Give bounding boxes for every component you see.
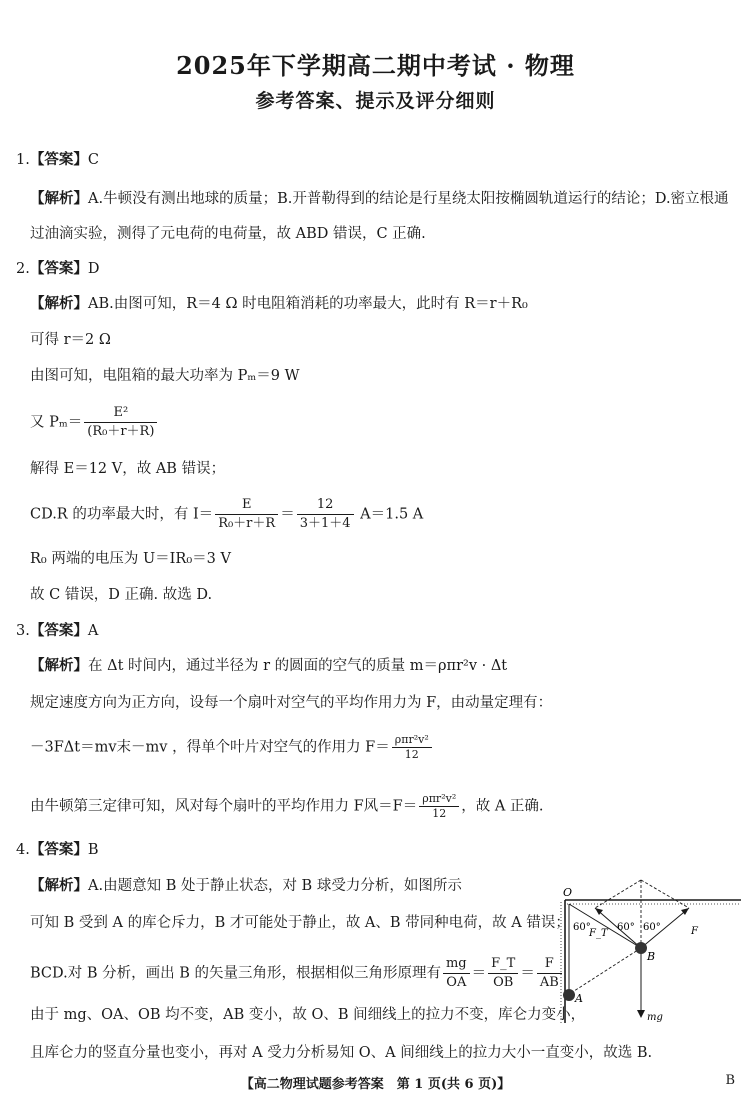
q3-explanation-line-3 bbox=[30, 733, 434, 762]
q4-ratio-2-num: F_T bbox=[488, 955, 518, 974]
q2-explanation-line-5: 解得 E＝12 V，故 AB 错误； bbox=[30, 461, 226, 477]
angle-mid-2: 60° bbox=[643, 922, 661, 933]
angle-mid-1: 60° bbox=[617, 922, 635, 933]
ball-B bbox=[635, 942, 647, 954]
gravity-arrowhead bbox=[637, 1010, 645, 1018]
page-footer: 【高二物理试题参考答案 第 1 页(共 6 页)】 bbox=[240, 1077, 511, 1092]
q4-explanation-text-1: A.由题意知 B 处于静止状态，对 B 球受力分析，如图所示 bbox=[88, 878, 462, 894]
q3-wind-suffix: ，故 A 正确. bbox=[461, 798, 544, 815]
q4-ratio-3-num: F bbox=[537, 955, 562, 974]
q2-explanation-line-1 bbox=[30, 294, 528, 314]
q2-current-equals: ＝ bbox=[280, 506, 295, 523]
q2-current-num-1: E bbox=[215, 496, 278, 515]
q3-wind-denominator: 12 bbox=[432, 807, 447, 820]
q1-explanation-text-1: A.牛顿没有测出地球的质量；B.开普勒得到的结论是行星绕太阳按椭圆轨道运行的结论；D.密立根通 bbox=[88, 191, 729, 207]
q3-explanation-line-1 bbox=[30, 656, 507, 676]
q4-ratio-1 bbox=[443, 955, 470, 992]
ball-A bbox=[563, 989, 575, 1001]
force-diagram bbox=[555, 878, 745, 1038]
q4-number: 4. bbox=[16, 842, 30, 858]
q2-current-den-2: 3＋1＋4 bbox=[299, 516, 351, 531]
q2-pm-denominator: (R₀＋r＋R) bbox=[87, 424, 155, 439]
q2-explanation-line-4 bbox=[30, 404, 159, 441]
q4-similar-prefix: BCD.对 B 分析，画出 B 的矢量三角形，根据相似三角形原理有 bbox=[30, 965, 441, 982]
q2-explanation-line-3: 由图可知，电阻箱的最大功率为 Pₘ＝9 W bbox=[30, 368, 300, 384]
q3-wind-numerator: ρπr²v² bbox=[419, 792, 459, 807]
q2-answer-value: D bbox=[87, 261, 100, 277]
label-O: O bbox=[563, 886, 573, 899]
q1-number: 1. bbox=[16, 152, 30, 168]
q4-explanation-line-1 bbox=[30, 876, 462, 896]
q2-pm-fraction bbox=[84, 404, 157, 441]
q4-ratio-1-den: OA bbox=[446, 975, 467, 990]
q2-number: 2. bbox=[16, 261, 30, 277]
q2-answer-label: 【答案】 bbox=[29, 260, 88, 277]
q3-explanation-text-1: 在 Δt 时间内，通过半径为 r 的圆面的空气的质量 m＝ρπr²v · Δt bbox=[88, 658, 508, 674]
q2-pm-prefix: 又 Pₘ＝ bbox=[30, 414, 83, 431]
q4-ratio-2-den: OB bbox=[493, 975, 514, 990]
q3-force-denominator: 12 bbox=[404, 748, 419, 761]
q3-force-numerator: ρπr²v² bbox=[392, 733, 432, 748]
label-mg: mg bbox=[647, 1012, 663, 1023]
q4-answer-value: B bbox=[87, 842, 99, 858]
q2-pm-numerator: E² bbox=[84, 404, 157, 423]
q4-explanation-line-4: 由于 mg、OA、OB 均不变，AB 变小，故 O、B 间细线上的拉力不变，库仑力变小， bbox=[30, 1007, 586, 1023]
q2-explanation-label: 【解析】 bbox=[30, 295, 88, 312]
angle-left: 60° bbox=[573, 922, 591, 933]
q3-explanation-line-2: 规定速度方向为正方向，设每一个扇叶对空气的平均作用力为 F，由动量定理有： bbox=[30, 695, 553, 711]
q3-force-prefix: －3FΔt＝mv末－mv ，得单个叶片对空气的作用力 F＝ bbox=[30, 739, 390, 756]
q2-current-den-1: R₀＋r＋R bbox=[218, 516, 276, 531]
q3-wind-fraction bbox=[419, 792, 459, 821]
q2-current-prefix: CD.R 的功率最大时，有 I＝ bbox=[30, 506, 214, 523]
q4-answer-label: 【答案】 bbox=[29, 841, 88, 858]
page-subtitle: 参考答案、提示及评分细则 bbox=[255, 90, 496, 112]
q2-explanation-line-6 bbox=[30, 496, 423, 533]
q2-current-fraction-1 bbox=[215, 496, 278, 533]
q2-explanation-line-8: 故 C 错误，D 正确. 故选 D. bbox=[30, 587, 213, 603]
q2-answer bbox=[16, 259, 99, 279]
q3-answer bbox=[16, 621, 98, 641]
q4-answer bbox=[16, 840, 99, 860]
q4-ratio-1-num: mg bbox=[443, 955, 470, 974]
label-B: B bbox=[647, 950, 656, 963]
q1-explanation-label: 【解析】 bbox=[30, 190, 88, 207]
q2-explanation-line-7: R₀ 两端的电压为 U＝IR₀＝3 V bbox=[30, 551, 231, 567]
q2-explanation-text-1: AB.由图可知，R＝4 Ω 时电阻箱消耗的功率最大，此时有 R＝r＋R₀ bbox=[88, 296, 528, 312]
q3-wind-prefix: 由牛顿第三定律可知，风对每个扇叶的平均作用力 F风＝F＝ bbox=[30, 798, 418, 815]
q4-explanation-line-3: BCD.对 B 分析，画出 B 的矢量三角形，根据相似三角形原理有 $\frac{mg}{OA}$ ＝ $\frac{F\_T}{OB}$ ＝ $\frac{F}{AB}$ bbox=[30, 955, 564, 992]
q1-explanation-line-1 bbox=[30, 189, 729, 209]
q2-current-suffix: A＝1.5 A bbox=[355, 506, 424, 523]
label-F: F bbox=[691, 926, 698, 937]
q4-ratio-2 bbox=[488, 955, 518, 992]
q1-answer-label: 【答案】 bbox=[29, 151, 88, 168]
q3-answer-label: 【答案】 bbox=[29, 622, 88, 639]
q2-current-fraction-2 bbox=[297, 496, 354, 533]
q1-explanation-line-2: 过油滴实验，测得了元电荷的电荷量，故 ABD 错误，C 正确. bbox=[30, 226, 426, 242]
q1-answer-value: C bbox=[87, 152, 99, 168]
q3-force-fraction bbox=[392, 733, 432, 762]
q3-explanation-label: 【解析】 bbox=[30, 657, 88, 674]
q2-current-num-2: 12 bbox=[297, 496, 354, 515]
q4-explanation-label: 【解析】 bbox=[30, 877, 88, 894]
q1-answer bbox=[16, 150, 99, 170]
q2-explanation-line-2: 可得 r＝2 Ω bbox=[30, 332, 111, 348]
q3-number: 3. bbox=[16, 623, 30, 639]
q4-ratio-3-den: AB bbox=[539, 975, 559, 990]
page-title: 2025年下学期高二期中考试 · 物理 bbox=[176, 51, 575, 80]
label-A: A bbox=[575, 992, 583, 1005]
q3-explanation-line-4 bbox=[30, 792, 544, 821]
dashed-AB bbox=[571, 948, 641, 993]
q4-explanation-line-5: 且库仑力的竖直分量也变小，再对 A 受力分析易知 O、A 间细线上的拉力大小一直变小，故选 B. bbox=[30, 1045, 653, 1061]
label-FT: F_T bbox=[589, 928, 608, 939]
q3-answer-value: A bbox=[87, 623, 99, 639]
version-mark: B bbox=[725, 1073, 735, 1088]
q4-explanation-line-2: 可知 B 受到 A 的库仑斥力，B 才可能处于静止，故 A、B 带同种电荷，故 A 错误； bbox=[30, 915, 570, 931]
